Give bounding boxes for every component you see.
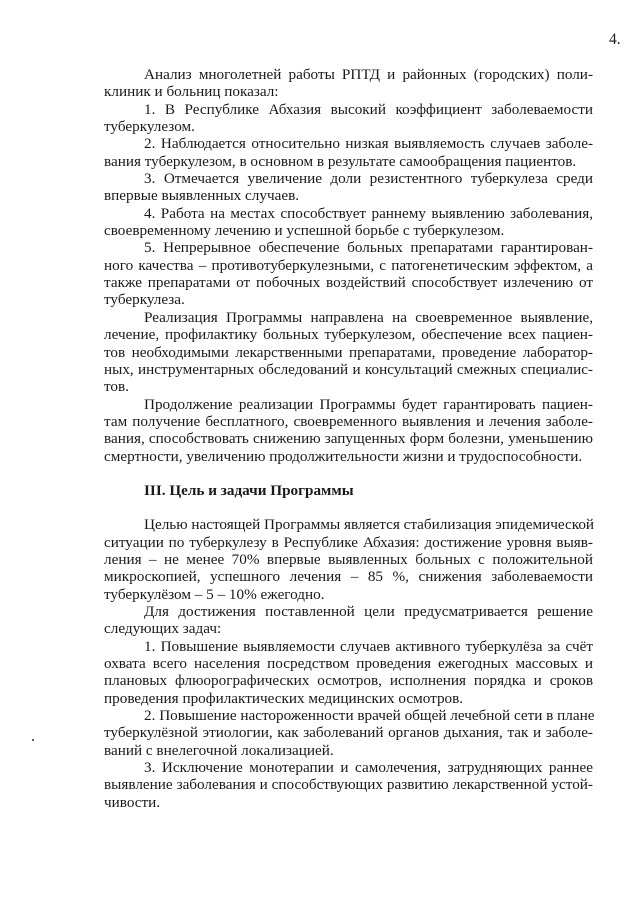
text-line: проведения профилактических медицинских осмотров. bbox=[104, 689, 464, 707]
text-line: следующих задач: bbox=[104, 620, 222, 638]
paragraph bbox=[104, 101, 593, 136]
text-line: там получение бесплатного, своевременного выявления и лечения заболе- bbox=[104, 412, 593, 430]
paragraph bbox=[104, 603, 593, 638]
text-line: клиник и больниц показал: bbox=[104, 83, 279, 101]
text-line: тов. bbox=[104, 378, 129, 396]
text-line: туберкулеза. bbox=[104, 291, 185, 309]
page-number: 4. bbox=[609, 31, 621, 48]
text-line: 3. Отмечается увеличение доли резистентного туберкулеза среди bbox=[144, 170, 593, 188]
paragraph bbox=[104, 135, 593, 170]
document-body bbox=[104, 66, 593, 811]
text-line: ного качества – противотуберкулезными, с патогенетическим эффектом, а bbox=[104, 256, 593, 274]
paragraph bbox=[104, 396, 593, 465]
text-line: 4. Работа на местах способствует раннему выявлению заболевания, bbox=[144, 204, 593, 222]
text-line: лечение, профилактику больных туберкулезом, обеспечение всех пациен- bbox=[104, 326, 593, 344]
text-line: чивости. bbox=[104, 793, 161, 811]
text-line: туберкулёзом – 5 – 10% ежегодно. bbox=[104, 585, 325, 603]
text-line: 1. Повышение выявляемости случаев активного туберкулёза за счёт bbox=[144, 637, 593, 655]
text-line: Целью настоящей Программы является стабилизация эпидемической bbox=[144, 516, 595, 534]
text-line: туберкулёзной этиологии, как заболеваний органов дыхания, так и заболе- bbox=[104, 724, 593, 742]
text-line: Продолжение реализации Программы будет гарантировать пациен- bbox=[144, 395, 593, 413]
text-line: микроскопией, успешного лечения – 85 %, снижения заболеваемости bbox=[104, 568, 593, 586]
scan-speck bbox=[32, 739, 34, 741]
text-line: выявление заболевания и способствующих развитию лекарственной устой- bbox=[104, 776, 593, 794]
text-line: 5. Непрерывное обеспечение больных препаратами гарантирован- bbox=[144, 239, 593, 257]
text-line: 2. Наблюдается относительно низкая выявляемость случаев заболе- bbox=[144, 135, 593, 153]
paragraph bbox=[104, 759, 593, 811]
text-line: охвата всего населения посредством проведения ежегодных массовых и bbox=[104, 655, 593, 672]
text-line: ситуации по туберкулезу в Республике Абхазия: достижение уровня выяв- bbox=[104, 533, 593, 551]
paragraph bbox=[104, 239, 593, 308]
text-line: 1. В Республике Абхазия высокий коэффициент заболеваемости bbox=[144, 100, 593, 118]
text-line: 2. Повышение настороженности врачей общей лечебной сети в плане bbox=[144, 707, 595, 725]
text-line: Анализ многолетней работы РПТД и районных (городских) поли- bbox=[144, 66, 593, 83]
text-line: вания, способствовать снижению запущенных форм болезни, уменьшению bbox=[104, 430, 593, 448]
text-line: ваний с внелегочной локализацией. bbox=[104, 741, 334, 759]
paragraph bbox=[104, 205, 593, 240]
text-line: также препаратами от побочных воздействий способствует излечению от bbox=[104, 274, 593, 292]
text-line: своевременному лечению и успешной борьбе с туберкулезом. bbox=[104, 222, 505, 240]
paragraph bbox=[104, 707, 593, 759]
text-line: смертности, увеличению продолжительности жизни и трудоспособности. bbox=[104, 447, 583, 465]
text-line: Реализация Программы направлена на своевременное выявление, bbox=[144, 308, 593, 326]
text-line: туберкулезом. bbox=[104, 118, 195, 136]
text-line: вания туберкулезом, в основном в результате самообращения пациентов. bbox=[104, 152, 577, 170]
paragraph bbox=[104, 638, 593, 707]
paragraph bbox=[104, 170, 593, 205]
text-line: впервые выявленных случаев. bbox=[104, 187, 300, 205]
text-line: ления – не менее 70% впервые выявленных больных с положительной bbox=[104, 550, 593, 568]
section-heading: III. Цель и задачи Программы bbox=[144, 481, 354, 499]
paragraph bbox=[104, 309, 593, 396]
paragraph bbox=[104, 516, 593, 603]
paragraph bbox=[104, 66, 593, 101]
text-line: 3. Исключение монотерапии и самолечения, затрудняющих раннее bbox=[144, 759, 593, 777]
text-line: плановых флюорографических осмотров, исполнения порядка и сроков bbox=[104, 672, 593, 690]
text-line: ных, инструментарных обследований и консультаций смежных специалис- bbox=[104, 360, 593, 378]
text-line: тов необходимыми лекарственными препаратами, проведение лаборатор- bbox=[104, 343, 593, 361]
text-line: Для достижения поставленной цели предусматривается решение bbox=[144, 602, 593, 620]
